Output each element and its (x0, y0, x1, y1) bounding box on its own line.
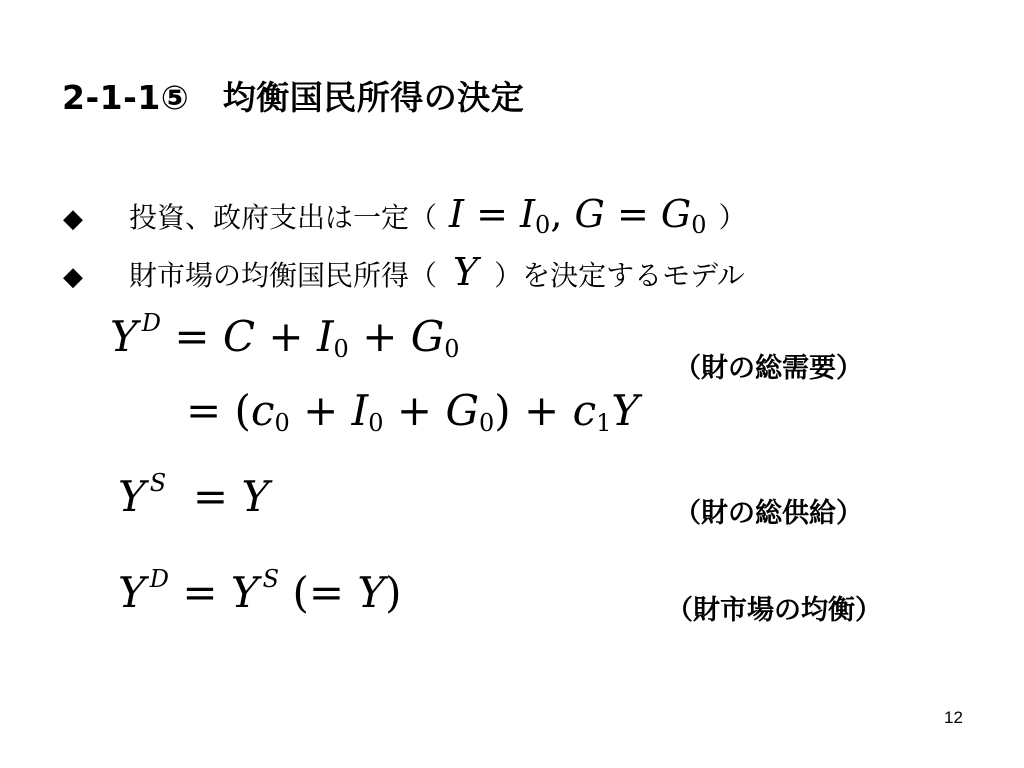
aggregate-supply-label: （財の総供給） (674, 498, 863, 529)
page-number: 12 (944, 708, 963, 727)
bullet-text-after: ） (718, 201, 747, 234)
constant-assumption-formula: $I = I_0$, $G = G_0$ (449, 192, 707, 239)
aggregate-demand-equation: Y $^D = C + I_0 + G_0$ (110, 309, 460, 363)
aggregate-supply-equation: Y $^S$ = Y (118, 469, 270, 521)
market-equilibrium-label: （財市場の均衡） (666, 595, 882, 626)
income-symbol: Y (453, 250, 479, 294)
bullet-text-before: 財市場の均衡国民所得（ (129, 259, 438, 292)
aggregate-demand-expansion: = $(c_0 + I_0 + G_0) + c_1Y$ (186, 386, 640, 437)
aggregate-demand-label: （財の総需要） (674, 353, 863, 384)
bullet-item-model (63, 250, 745, 294)
diamond-bullet-icon: ◆ (63, 204, 83, 234)
diamond-bullet-icon: ◆ (63, 262, 83, 292)
bullet-item-investment (63, 192, 747, 239)
bullet-text-after: ）を決定するモデル (494, 259, 745, 292)
market-equilibrium-equation: Y $^D$ = Y $^S$ (= Y) (118, 565, 402, 617)
slide-title: 2-1-1⑤ 均衡国民所得の決定 (62, 78, 525, 117)
bullet-text-before: 投資、政府支出は一定（ (129, 201, 438, 234)
